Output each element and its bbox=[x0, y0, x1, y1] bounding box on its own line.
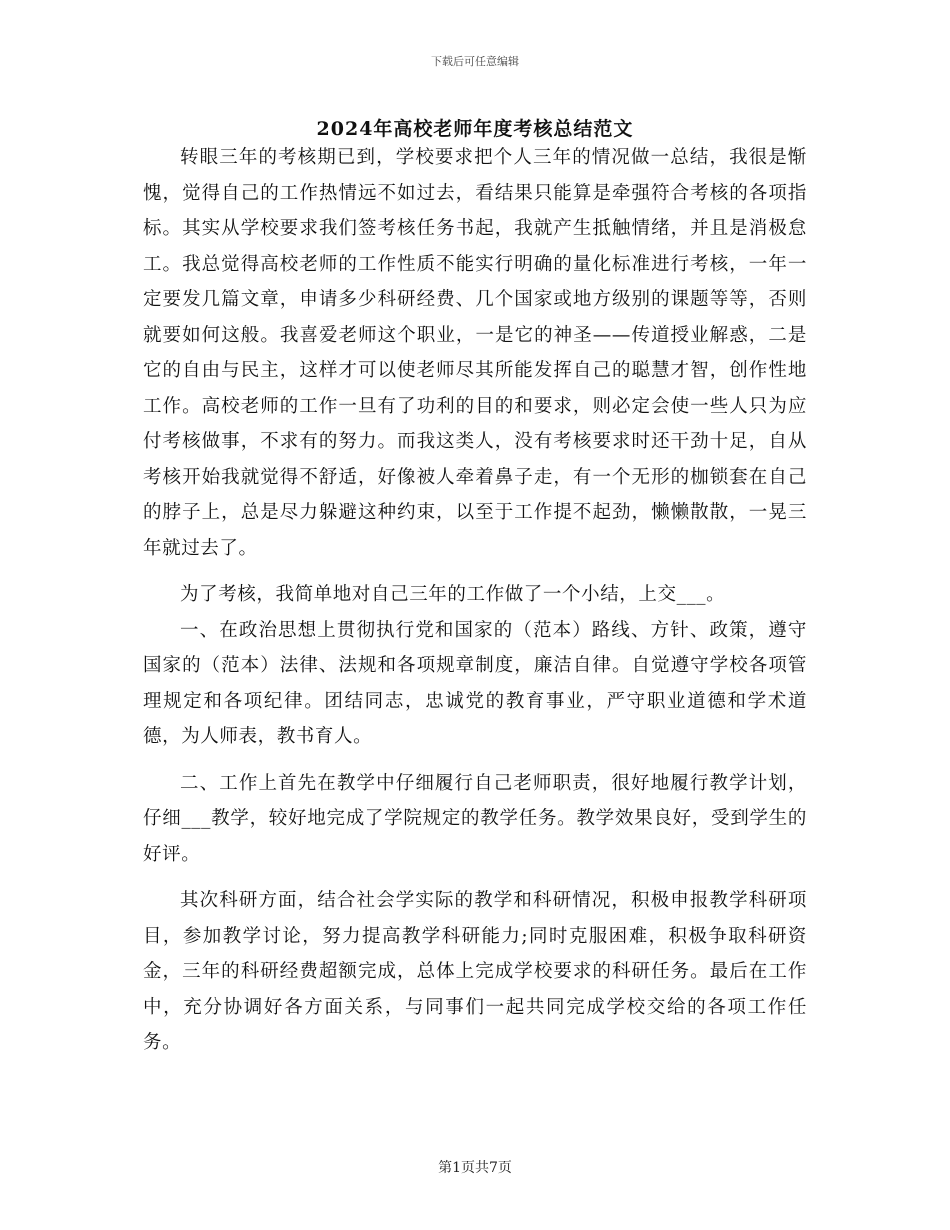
paragraph-political: 一、在政治思想上贯彻执行党和国家的（范本）路线、方针、政策，遵守国家的（范本）法律、法规和各项规章制度，廉洁自律。自觉遵守学校各项管理规定和各项纪律。团结同志，忠诚党的教育事业，严守职业道德和学术道德，为人师表，教书育人。 bbox=[143, 619, 807, 747]
document-body bbox=[143, 140, 807, 1061]
paragraph-intro: 转眼三年的考核期已到，学校要求把个人三年的情况做一总结，我很是惭愧，觉得自己的工作热情远不如过去，看结果只能算是牵强符合考核的各项指标。其实从学校要求我们签考核任务书起，我就产生抵触情绪，并且是消极怠工。我总觉得高校老师的工作性质不能实行明确的量化标准进行考核，一年一定要发几篇文章，申请多少科研经费、几个国家或地方级别的课题等等，否则就要如何这般。我喜爱老师这个职业，一是它的神圣——传道授业解惑，二是它的自由与民主，这样才可以使老师尽其所能发挥自己的聪慧才智，创作性地工作。高校老师的工作一旦有了功利的目的和要求，则必定会使一些人只为应付考核做事，不求有的努力。而我这类人，没有考核要求时还干劲十足，自从考核开始我就觉得不舒适，好像被人牵着鼻子走，有一个无形的枷锁套在自己的脖子上，总是尽力躲避这种约束，以至于工作提不起劲，懒懒散散，一晃三年就过去了。 bbox=[143, 147, 807, 559]
paragraph-summary-note: 为了考核，我简单地对自己三年的工作做了一个小结，上交___。 bbox=[180, 584, 726, 605]
page-header-note: 下载后可任意编辑 bbox=[431, 55, 519, 68]
document-title: 2024年高校老师年度考核总结范文 bbox=[316, 118, 634, 140]
paragraph-research: 其次科研方面，结合社会学实际的教学和科研情况，积极申报教学科研项目，参加教学讨论，努力提高教学科研能力;同时克服困难，积极争取科研资金，三年的科研经费超额完成，总体上完成学校要求的科研任务。最后在工作中，充分协调好各方面关系，与同事们一起共同完成学校交给的各项工作任务。 bbox=[143, 890, 807, 1053]
paragraph-teaching: 二、工作上首先在教学中仔细履行自己老师职责，很好地履行教学计划，仔细___教学，较好地完成了学院规定的教学任务。教学效果良好，受到学生的好评。 bbox=[143, 772, 807, 865]
page-number: 第1页共7页 bbox=[438, 1160, 512, 1176]
